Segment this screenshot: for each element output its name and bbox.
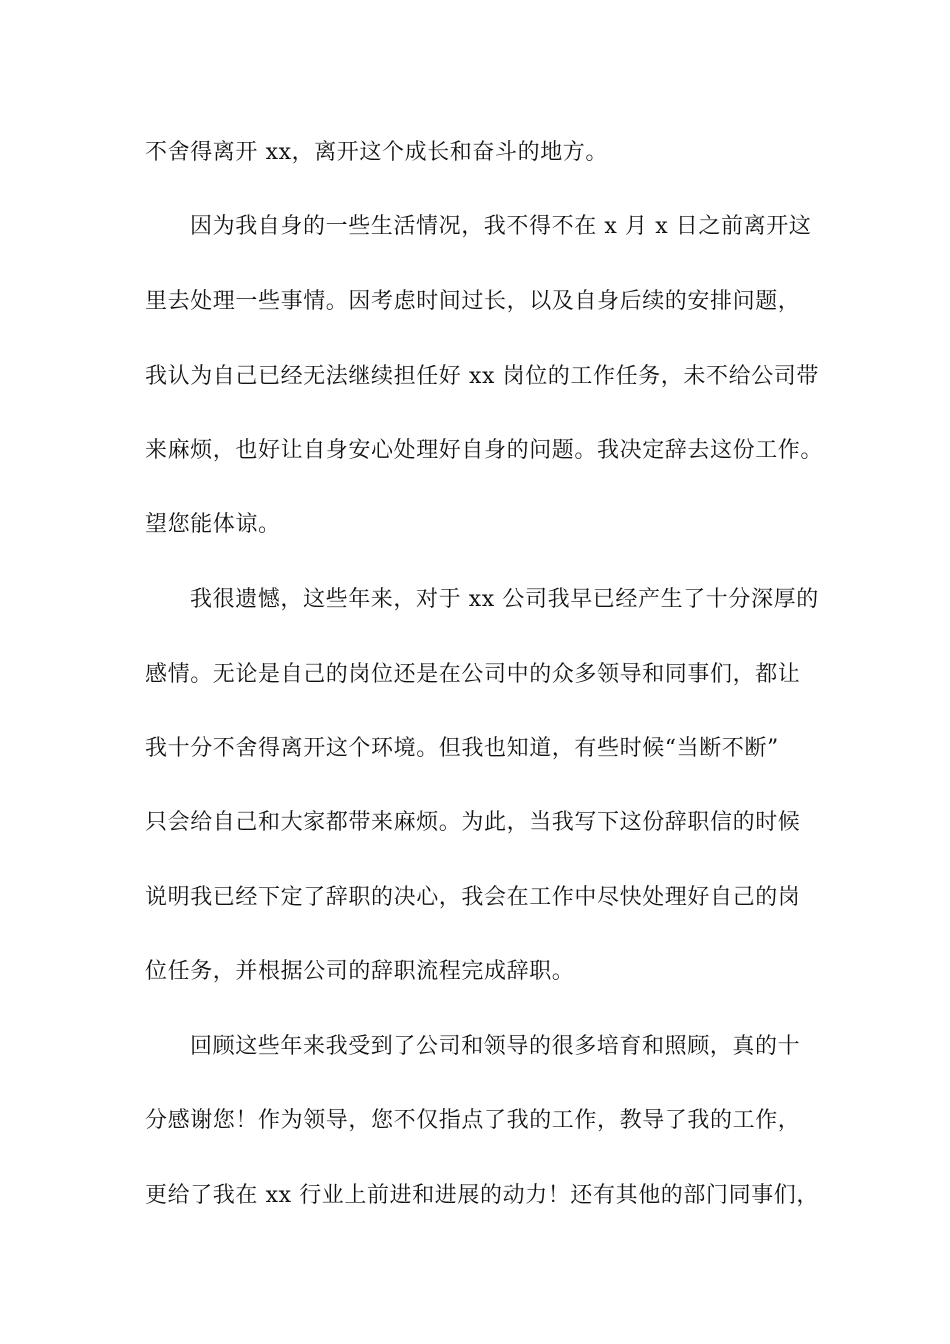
text-line: 说明我已经下定了辞职的决心，我会在工作中尽快处理好自己的岗: [145, 885, 801, 910]
text-line: 我十分不舍得离开这个环境。但我也知道，有些时候“当断不断”: [145, 736, 779, 761]
text-line: 望您能体谅。: [145, 512, 281, 537]
text-line: 不舍得离开 xx，离开这个成长和奋斗的地方。: [145, 140, 609, 165]
text-line: 只会给自己和大家都带来麻烦。为此，当我写下这份辞职信的时候: [145, 810, 801, 835]
text-line: 我认为自己已经无法继续担任好 xx 岗位的工作任务，未不给公司带: [145, 364, 820, 389]
text-line: 更给了我在 xx 行业上前进和进展的动力！还有其他的部门同事们，: [145, 1183, 820, 1208]
text-line: 分感谢您！作为领导，您不仅指点了我的工作，教导了我的工作，: [145, 1108, 801, 1133]
text-line: 感情。无论是自己的岗位还是在公司中的众多领导和同事们，都让: [145, 662, 801, 687]
text-line: 来麻烦，也好让自身安心处理好自身的问题。我决定辞去这份工作。: [145, 438, 824, 463]
text-line: 里去处理一些事情。因考虑时间过长，以及自身后续的安排问题，: [145, 289, 801, 314]
paragraph-start-line: 回顾这些年来我受到了公司和领导的很多培育和照顾，真的十: [190, 1034, 801, 1059]
text-line: 位任务，并根据公司的辞职流程完成辞职。: [145, 959, 575, 984]
paragraph-start-line: 我很遗憾，这些年来，对于 xx 公司我早已经产生了十分深厚的: [190, 587, 819, 612]
paragraph-start-line: 因为我自身的一些生活情况，我不得不在 x 月 x 日之前离开这: [190, 214, 812, 239]
